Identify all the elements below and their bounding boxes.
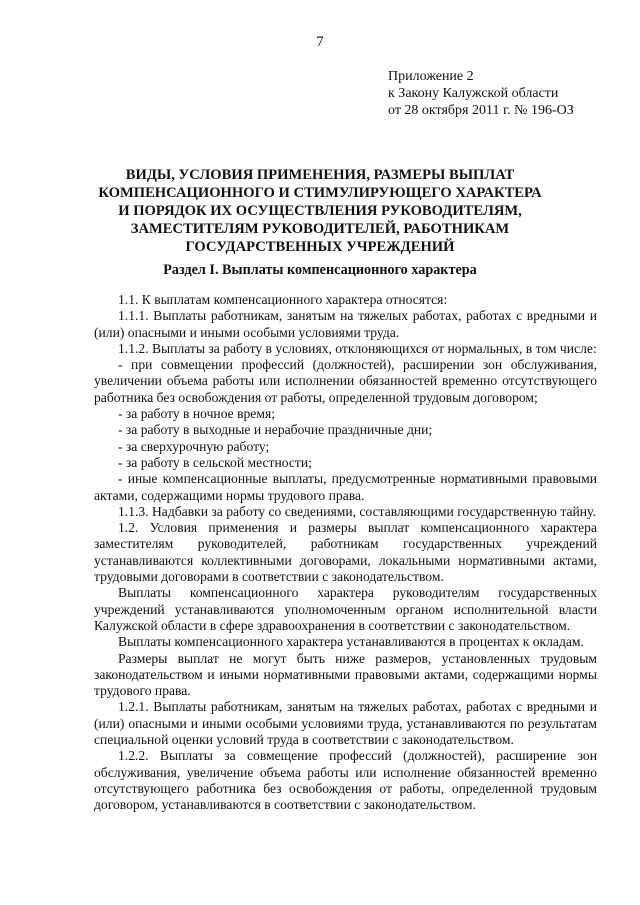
title-line: ЗАМЕСТИТЕЛЯМ РУКОВОДИТЕЛЕЙ, РАБОТНИКАМ [130, 221, 510, 237]
section-heading: Раздел I. Выплаты компенсационного характера [163, 262, 477, 278]
list-item: - за сверхурочную работу; [118, 438, 270, 454]
paragraph: 1.1.1. Выплаты работникам, занятым на тяжелых работах, работах с вредными и (или) опасными и иными особыми условиями труда. [94, 308, 597, 340]
page-number: 7 [316, 34, 324, 50]
list-item: - за работу в ночное время; [118, 406, 275, 422]
paragraph: 1.1.2. Выплаты за работу в условиях, отклоняющихся от нормальных, в том числе: [118, 340, 597, 356]
title-line: КОМПЕНСАЦИОННОГО И СТИМУЛИРУЮЩЕГО ХАРАКТЕРА [98, 185, 542, 201]
title-line: ГОСУДАРСТВЕННЫХ УЧРЕЖДЕНИЙ [185, 239, 455, 255]
document-body [94, 292, 597, 814]
paragraph: 1.2. Условия применения и размеры выплат компенсационного характера заместителям руководителей, работникам государственных учреждений устанавливаются коллективными договорами, локальными нормативными актами, трудовыми договорами в соответствии с законодательством. [94, 520, 597, 585]
appendix-line: от 28 октября 2011 г. № 196-ОЗ [388, 103, 574, 118]
list-item: - за работу в выходные и нерабочие праздничные дни; [118, 422, 433, 438]
title-line: И ПОРЯДОК ИХ ОСУЩЕСТВЛЕНИЯ РУКОВОДИТЕЛЯМ, [118, 203, 522, 219]
list-item: - при совмещении профессий (должностей), расширении зон обслуживания, увеличении объема работы или исполнении обязанностей временно отсутствующего работника без освобождения от работы, определенной трудовым договором; [94, 357, 597, 405]
list-item: - за работу в сельской местности; [118, 454, 312, 470]
appendix-line: к Закону Калужской области [388, 86, 559, 101]
appendix-line: Приложение 2 [388, 69, 474, 84]
title-line: ВИДЫ, УСЛОВИЯ ПРИМЕНЕНИЯ, РАЗМЕРЫ ВЫПЛАТ [125, 167, 515, 183]
paragraph: Выплаты компенсационного характера руководителям государственных учреждений устанавливаются уполномоченным органом исполнительной власти Калужской области в сфере здравоохранения в соответствии с законодательством. [94, 585, 597, 633]
paragraph: Размеры выплат не могут быть ниже размеров, установленных трудовым законодательством и иными нормативными правовыми актами, содержащими нормы трудового права. [94, 650, 597, 699]
paragraph: 1.1.3. Надбавки за работу со сведениями, составляющими государственную тайну. [118, 503, 596, 519]
paragraph: 1.1. К выплатам компенсационного характера относятся: [118, 292, 448, 307]
document-title [60, 166, 580, 256]
paragraph: 1.2.1. Выплаты работникам, занятым на тяжелых работах, работах с вредными и (или) опасными и иными особыми условиями труда, устанавливаются по результатам специальной оценки условий труда в соответствии с законодательством. [94, 699, 597, 748]
paragraph: 1.2.2. Выплаты за совмещение профессий (должностей), расширение зон обслуживания, увеличение объема работы или исполнение обязанностей временно отсутствующего работника без освобождения от работы, определенной трудовым договором, устанавливаются в соответствии с законодательством. [94, 748, 597, 813]
appendix-reference [388, 68, 574, 119]
list-item: - иные компенсационные выплаты, предусмотренные нормативными правовыми актами, содержащими нормы трудового права. [94, 471, 597, 503]
paragraph: Выплаты компенсационного характера устанавливаются в процентах к окладам. [118, 634, 584, 650]
